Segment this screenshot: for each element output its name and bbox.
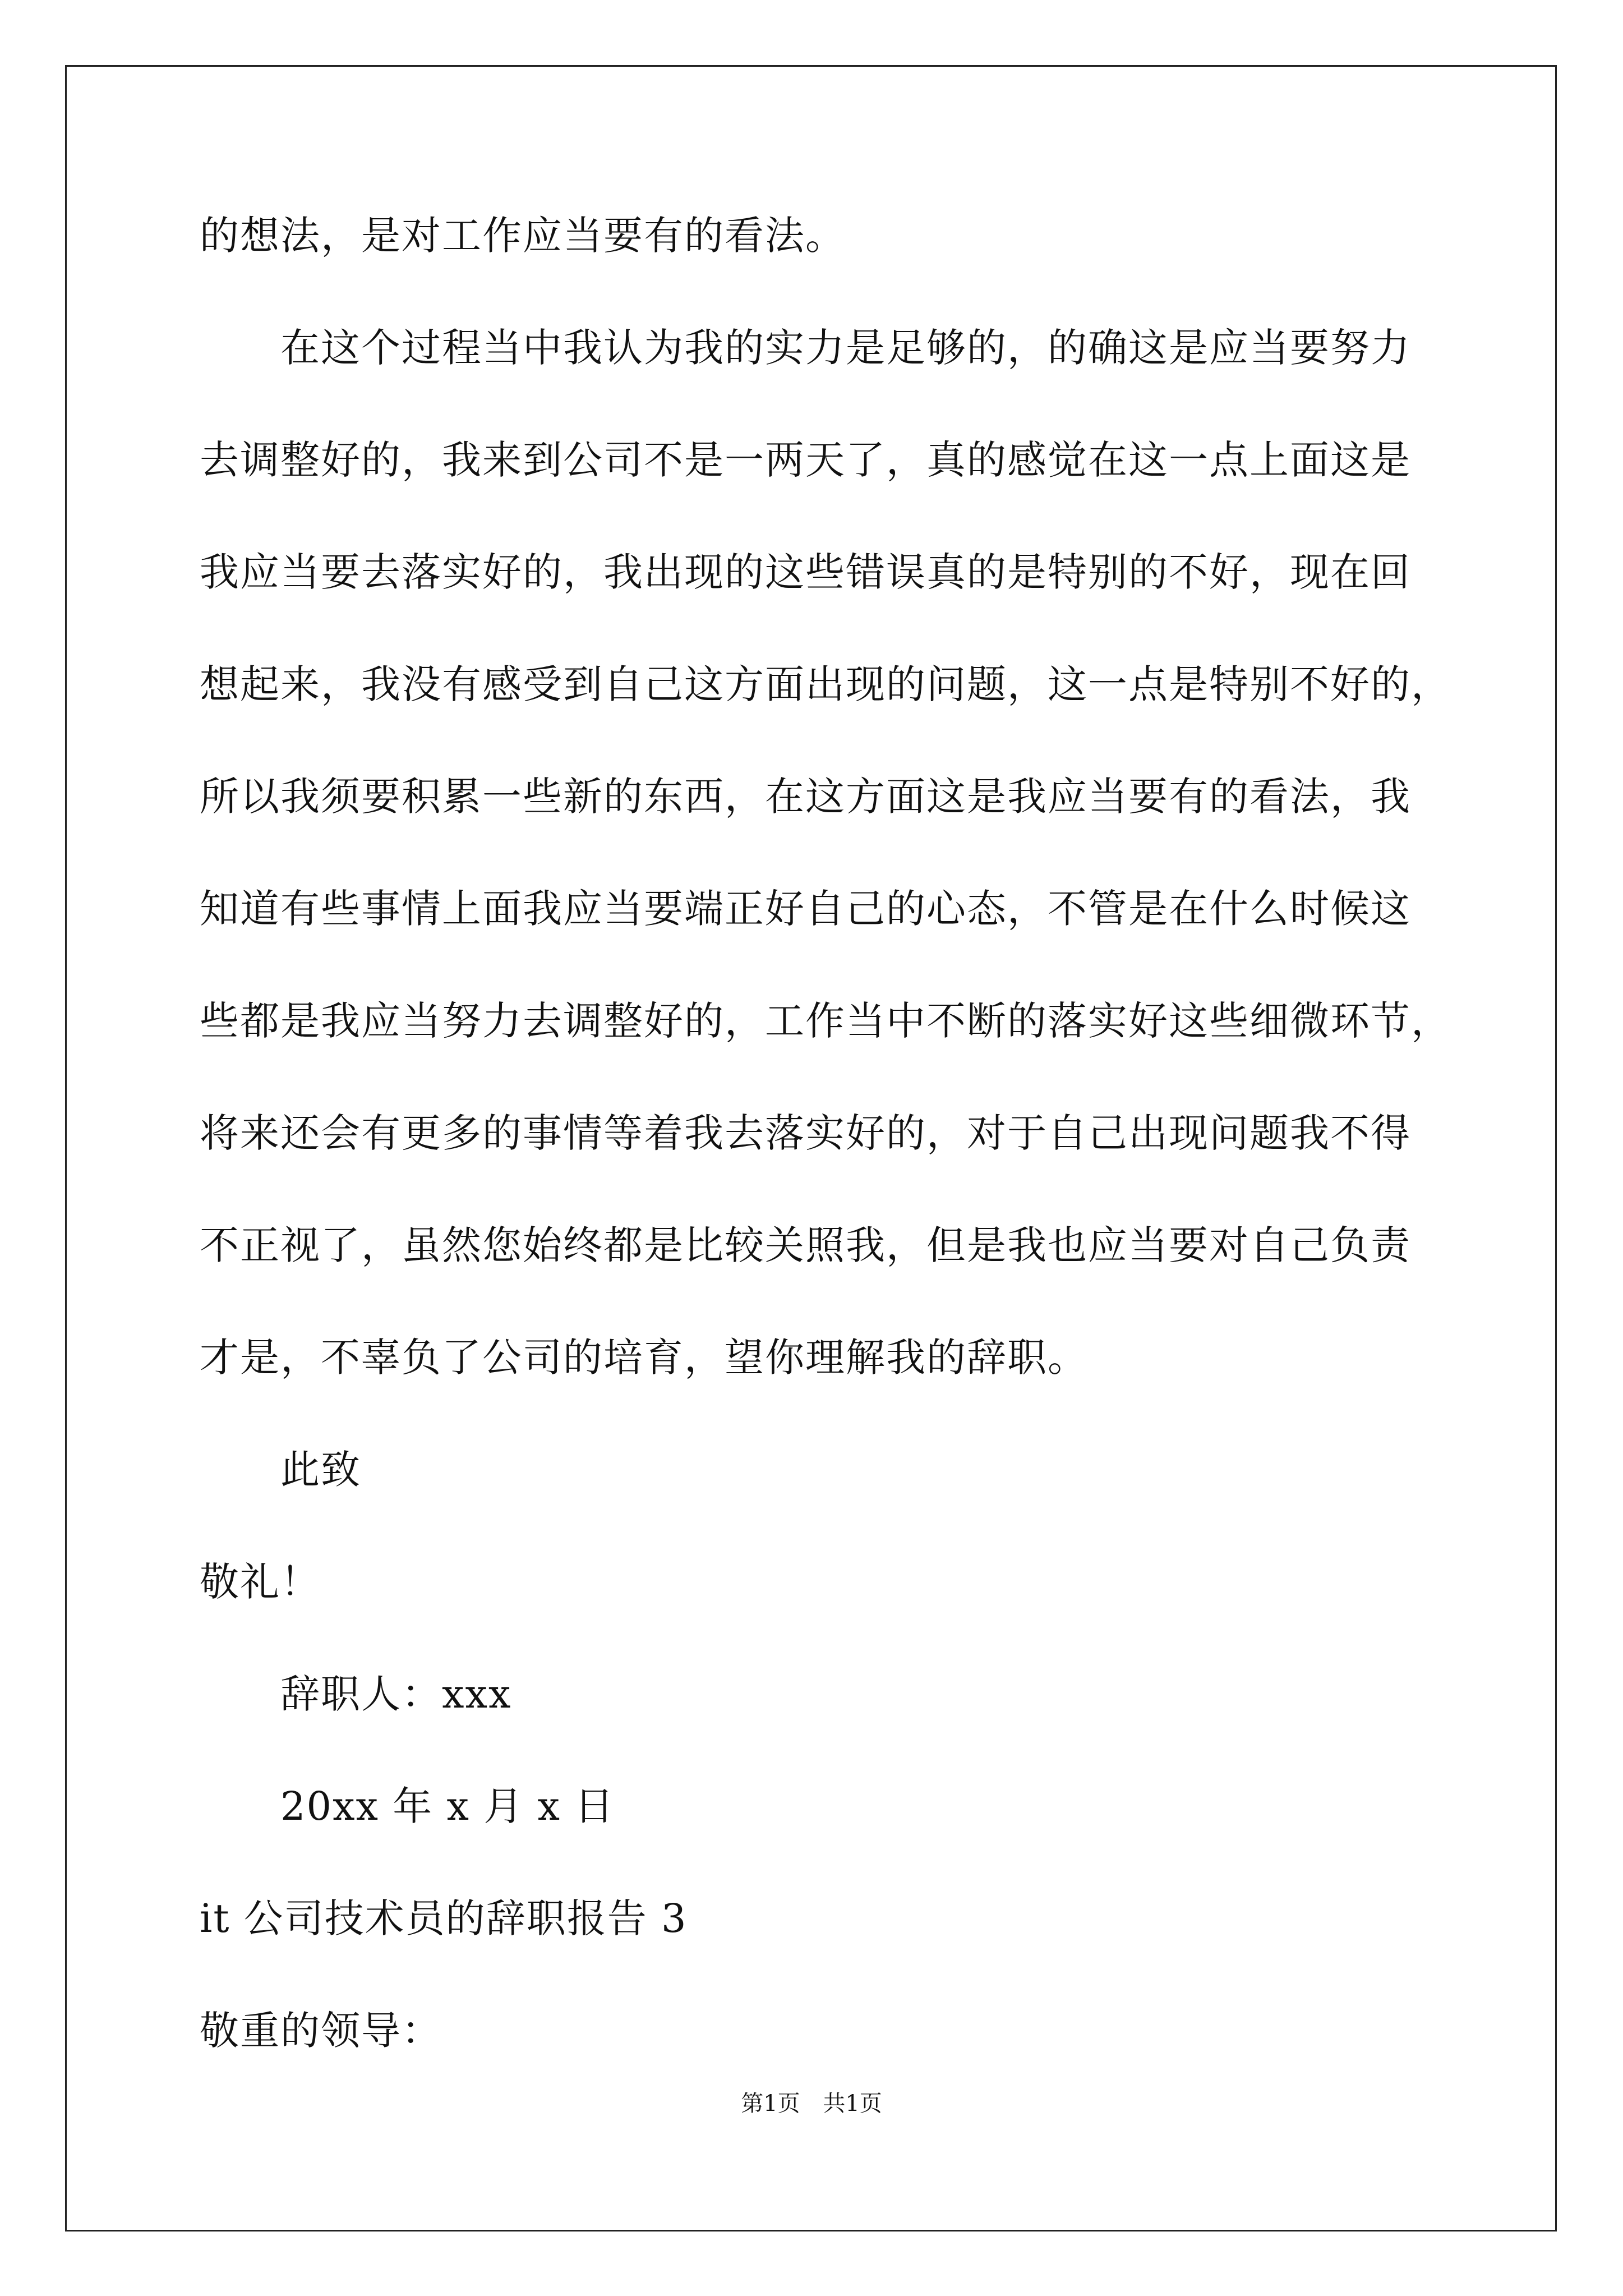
page-footer — [0, 2087, 1623, 2120]
closing-salutation: 此致 — [280, 1447, 361, 1493]
paragraph-line: 我应当要去落实好的，我出现的这些错误真的是特别的不好，现在回 — [200, 549, 1411, 595]
section-title: it 公司技术员的辞职报告 3 — [200, 1895, 688, 1941]
paragraph-line: 所以我须要积累一些新的东西，在这方面这是我应当要有的看法，我 — [200, 774, 1411, 820]
paragraph-line: 在这个过程当中我认为我的实力是足够的，的确这是应当要努力 — [280, 325, 1411, 371]
page-total: 共1页 — [823, 2091, 882, 2116]
signature-line: 辞职人：xxx — [280, 1671, 512, 1717]
closing-regards: 敬礼！ — [200, 1559, 321, 1605]
date-line: 20xx 年 x 月 x 日 — [280, 1783, 615, 1829]
paragraph-line: 的想法，是对工作应当要有的看法。 — [200, 213, 846, 259]
paragraph-line: 些都是我应当努力去调整好的，工作当中不断的落实好这些细微环节， — [200, 998, 1451, 1044]
paragraph-line: 才是，不辜负了公司的培育，望你理解我的辞职。 — [200, 1335, 1088, 1381]
paragraph-line: 想起来，我没有感受到自己这方面出现的问题，这一点是特别不好的， — [200, 661, 1451, 707]
paragraph-line: 将来还会有更多的事情等着我去落实好的，对于自己出现问题我不得 — [200, 1110, 1411, 1156]
greeting-line: 敬重的领导： — [200, 2008, 442, 2054]
paragraph-line: 不正视了，虽然您始终都是比较关照我，但是我也应当要对自己负责 — [200, 1222, 1411, 1268]
paragraph-line: 知道有些事情上面我应当要端正好自己的心态，不管是在什么时候这 — [200, 886, 1411, 932]
page-number: 第1页 — [741, 2091, 800, 2116]
paragraph-line: 去调整好的，我来到公司不是一两天了，真的感觉在这一点上面这是 — [200, 437, 1411, 483]
